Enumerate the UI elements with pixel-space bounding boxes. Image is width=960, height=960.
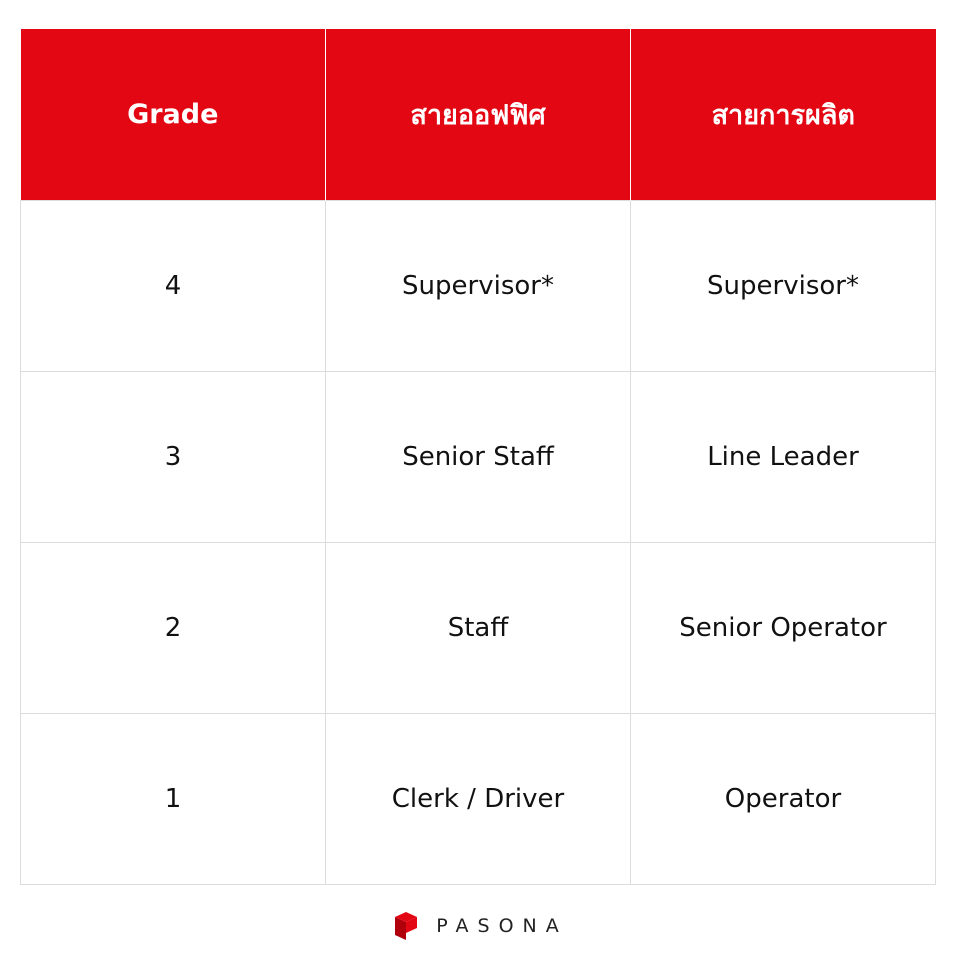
office-position-cell: Staff [326, 542, 631, 713]
office-position-cell: Senior Staff [326, 371, 631, 542]
office-position-cell: Supervisor* [326, 200, 631, 371]
table-row [21, 542, 936, 713]
header-grade: Grade [21, 29, 326, 200]
production-position-cell: Supervisor* [631, 200, 936, 371]
pasona-cube-icon [392, 911, 420, 941]
grade-cell: 2 [21, 542, 326, 713]
production-position-cell: Senior Operator [631, 542, 936, 713]
table-row [21, 200, 936, 371]
header-row [21, 29, 936, 200]
grade-cell: 4 [21, 200, 326, 371]
table-row [21, 371, 936, 542]
grade-cell: 3 [21, 371, 326, 542]
header-office-track: สายออฟฟิศ [326, 29, 631, 200]
grade-table [20, 29, 936, 885]
brand-name: PASONA [436, 915, 568, 937]
production-position-cell: Operator [631, 713, 936, 884]
production-position-cell: Line Leader [631, 371, 936, 542]
table-row [21, 713, 936, 884]
office-position-cell: Clerk / Driver [326, 713, 631, 884]
grade-cell: 1 [21, 713, 326, 884]
brand-footer [0, 910, 960, 942]
header-production-track: สายการผลิต [631, 29, 936, 200]
